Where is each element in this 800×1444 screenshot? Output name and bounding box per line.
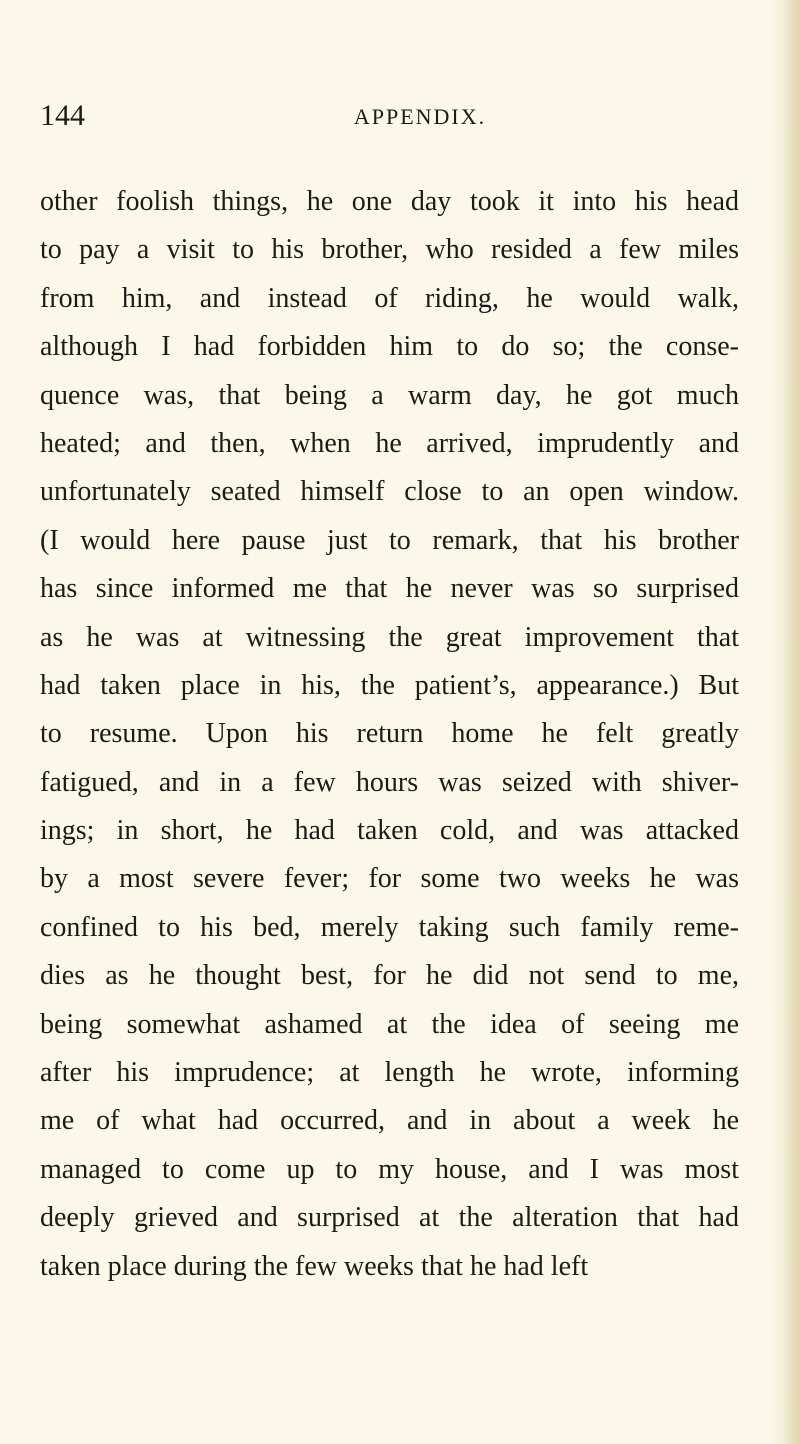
text-line: managed to come up to my house, and I was most	[40, 1153, 739, 1185]
text-line: after his imprudence; at length he wrote, informing	[40, 1057, 739, 1089]
text-line: to pay a visit to his brother, who resided a few miles	[40, 234, 739, 266]
text-line: confined to his bed, merely taking such family reme-	[40, 911, 739, 943]
text-line: had taken place in his, the patient’s, appearance.) But	[40, 669, 739, 701]
running-head: APPENDIX.	[353, 104, 487, 129]
text-line: has since informed me that he never was so surprised	[40, 573, 739, 605]
page-header	[40, 98, 760, 138]
page-edge-shadow	[782, 0, 800, 1444]
text-line: fatigued, and in a few hours was seized with shiver-	[40, 766, 739, 798]
text-line: from him, and instead of riding, he would walk,	[40, 282, 739, 314]
text-line: me of what had occurred, and in about a week he	[40, 1105, 739, 1137]
page-number: 144	[40, 99, 85, 132]
text-line: by a most severe fever; for some two weeks he was	[40, 863, 739, 895]
body-text	[40, 178, 739, 1291]
text-line: deeply grieved and surprised at the alteration that had	[40, 1202, 739, 1234]
text-line: (I would here pause just to remark, that his brother	[40, 524, 739, 556]
text-line: taken place during the few weeks that he had left	[40, 1250, 589, 1282]
text-line: ings; in short, he had taken cold, and was attacked	[40, 815, 739, 847]
text-line: other foolish things, he one day took it into his head	[40, 186, 739, 217]
text-line: to resume. Upon his return home he felt greatly	[40, 718, 739, 750]
text-line: unfortunately seated himself close to an open window.	[40, 476, 739, 508]
text-line: as he was at witnessing the great improvement that	[40, 621, 739, 653]
text-line: although I had forbidden him to do so; the conse-	[40, 331, 739, 363]
text-line: being somewhat ashamed at the idea of seeing me	[40, 1008, 739, 1040]
text-line: dies as he thought best, for he did not send to me,	[40, 960, 739, 992]
text-line: quence was, that being a warm day, he got much	[40, 379, 739, 411]
text-line: heated; and then, when he arrived, imprudently and	[40, 427, 739, 459]
